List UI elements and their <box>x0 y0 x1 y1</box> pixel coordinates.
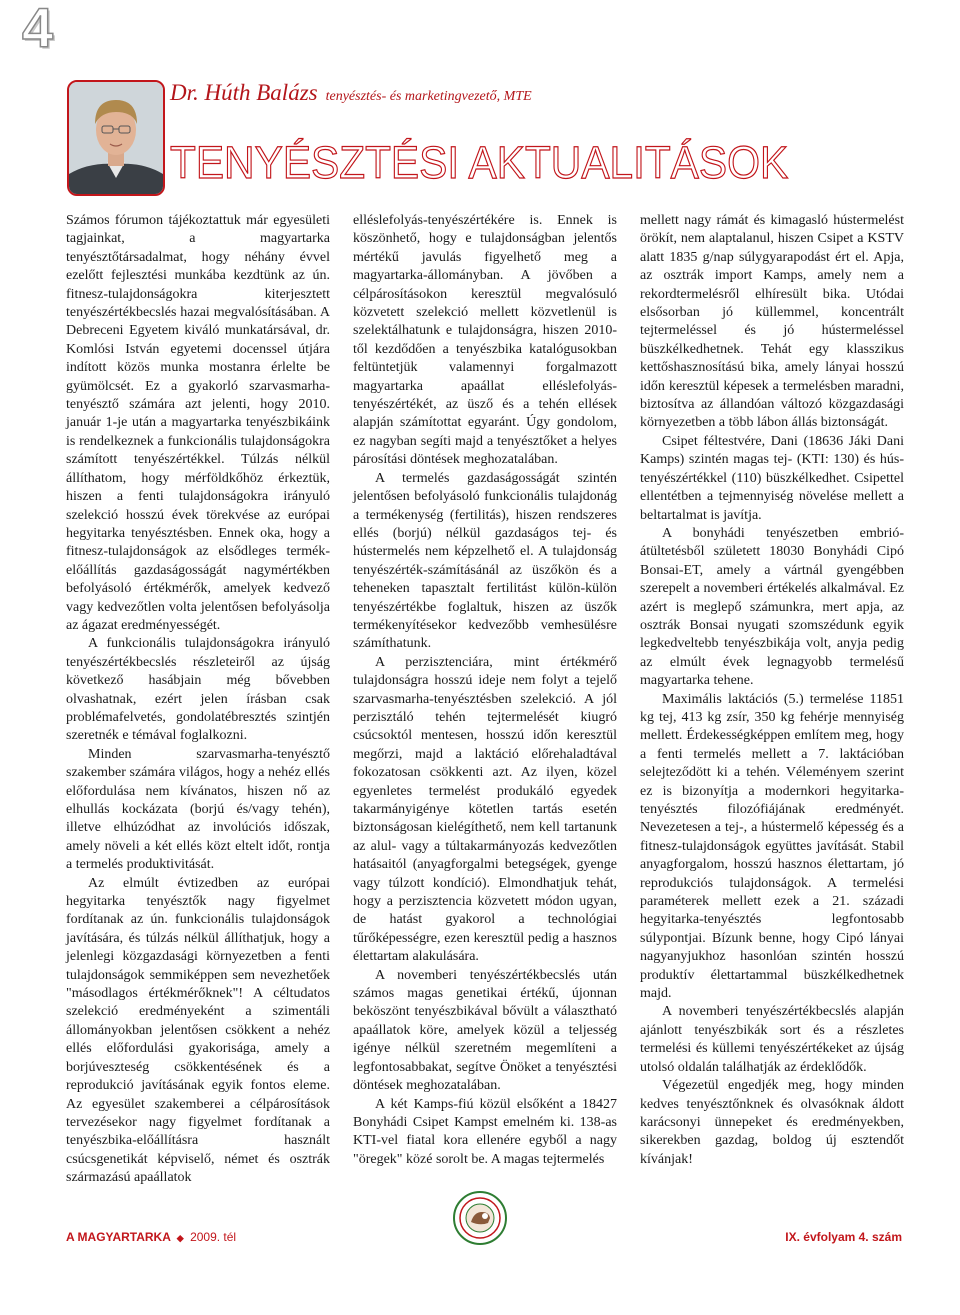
paragraph: Maximális laktációs (5.) termelése 11851 kg tej, 413 kg zsír, 350 kg fehérje mennyiség mellett. Érdekességképpen említem meg, hogy a fenti termelés mellett a 7. laktációban selejteződött ki a tehén. Véleményem szerint ez is bizonyítja a modernkori hegyitarka-tenyésztés filozófiájának eredményét. Nevezetesen a tej-, a hústermelő képesség és a fitnesz-tulajdonságok együttes javítását. Stabil anyagforgalom, hosszú hasznos élettartam, jó reprodukciós tulajdonságok. A termelési paraméterek mellett ezek a 21. századi hegyitarka-tenyésztés legfontosabb súlypontjai. Bízunk benne, hogy Cipó lányai nagyanyjukhoz hasonlóan szintén hosszú produktív élettartammal büszkélkedhetnek majd. <box>640 691 904 1002</box>
author-name: Dr. Húth Balázs <box>170 80 318 105</box>
issue-volume: IX. évfolyam 4. szám <box>785 1230 902 1244</box>
author-line <box>170 80 532 106</box>
footer-left <box>66 1230 236 1244</box>
paragraph: A novemberi tenyészértékbecslés után számos magas genetikai értékű, újonnan beköszönt tenyészbikával bővült a választható apaállatok köre, amelyek közül a teljesség igénye nélkül szeretném megemlíteni a legfontosabbakat, segítve Önöket a tenyésztési döntések meghozatalában. <box>353 967 617 1094</box>
magazine-name: A MAGYARTARKA <box>66 1230 171 1244</box>
paragraph: Számos fórumon tájékoztattuk már egyesületi tagjainkat, a magyartarka tenyésztőtársadalmat, hogy néhány évvel ezelőtt fejlesztési munkába kezdtünk az ún. fitnesz-tulajdonságokra kiterjesztett tenyészértékbecslés hazai megvalósításában. A Debreceni Egyetem kiváló munkatársával, dr. Komlósi István egyetemi docenssel útjára indított közös munka mostanra érlelte be gyümölcsét. Ez a gyakorló szarvasmarha-tenyésztő számára azt jelenti, hogy 2010. január 1-je után a magyartarka tenyészbikáink is rendelkeznek a funkcionális tulajdonságokra számított tenyészértékkel. Túlzás nélkül állíthatom, hogy mérföldkőhöz érkeztük, hiszen a fenti tulajdonságokra irányuló szelekció hosszú évek törekvése az európai hegyitarka tenyésztésben. Ennek oka, hogy a fitnesz-tulajdonságok az elsődleges termék-előállítás gazdaságosságát nagymértékben befolyásoló értékmérők, amelyek kedvező vagy kedvezőtlen volta jelentősen befolyásolja az ágazat eredményességét. <box>66 213 330 633</box>
paragraph: A novemberi tenyészértékbecslés alapján ajánlott tenyészbikák sort és a részletes termelési és küllemi tenyészértékeket az újság utolsó oldalán találhatják az érdeklődők. <box>640 1004 904 1075</box>
paragraph: A termelés gazdaságosságát szintén jelentősen befolyásoló funkcionális tulajdonág a termékenység (fertilitás), hiszen rendszeres ellés (borjú) nélkül gazdaságos tej- és hústermelés nem képzelhető el. A tulajdonság tenyészérték-számításánál az üszőkön és a teheneken tapasztalt fertilitást külön-külön tenyészértékbe foglaltuk, hiszen az üszők termékenyítésekor kedvezőbb vemhesülésre számíthatunk. <box>353 470 617 652</box>
column-3 <box>640 212 904 1167</box>
paragraph: elléslefolyás-tenyészértékére is. Ennek is köszönhető, hogy e tulajdonságban jelentős mértékű javulás figyelhető meg a magyartarka-állományban. A jövőben a célpárosításokon keresztül megvalósuló közvetett szelekció mellett közvetlenül is szelektálhatunk e tulajdonságra, hiszen 2010-től kezdődően a tenyészbika katalógusokban feltüntetjük valamennyi forgalmazott magyartarka apaállat elléslefolyás-tenyészértékét, az üsző és a tehén ellések alapján számítottat egyaránt. Úgy gondolom, ez nagyban segíti majd a tenyésztőket a helyes párosítási döntések meghozatalában. <box>353 213 617 468</box>
paragraph: A két Kamps-fiú közül elsőként a 18427 Bonyhádi Csipet Kampst emelném ki. 138-as KTI-vel fiatal kora ellenére egyből a nagy "öregek" közé sorolt be. A magas tejtermelés <box>353 1096 617 1167</box>
author-role: tenyésztés- és marketingvezető, MTE <box>325 89 532 104</box>
paragraph: Az elmúlt évtizedben az európai hegyitarka tenyésztők nagy figyelmet fordítanak az ún. funkcionális tulajdonságok javítására, és túlzás nélkül állíthatjuk, hogy a jelenlegi közgazdasági környezetben a fenti tulajdonságok semmiképpen sem nevezhetőek "másodlagos értékmérőknek"! A céltudatos szelekció eredményeként a szimentáli állományokban jelentősen csökkent a nehéz ellés előfordulási gyakorisága, amely a borjúveszteség csökkentésének és a reprodukció javításának egyik fontos eleme. Az egyesület szakemberei a célpárosítások tervezésekor nagy figyelmet fordítanak a tenyészbika-előállításra használt csúcsgenetikát képviselő, német és osztrák származású apaállatok <box>66 875 330 1186</box>
diamond-icon: ◆ <box>176 1233 184 1243</box>
paragraph: mellett nagy rámát és kimagasló hústermelést örökít, nem alaptalanul, hiszen Csipet a KSTV alatt 1835 g/nap súlygyarapodást ért el. Apja, az osztrák import Kamps, amely nem a rekordtermelésről elhíresült bika. Utódai elsősorban jó küllemmel, koncentrált tejtermeléssel és jó hústermeléssel büszkélkedhetnek. Tehát egy klasszikus kettőshasznosítású bika, amely lányai hosszú időn keresztül képesek a termelésben maradni, biztosítva az állandóan változó közgazdasági környezetben a több lábon állás biztonságát. <box>640 213 904 431</box>
paragraph: Minden szarvasmarha-tenyésztő szakember számára világos, hogy a nehéz ellés előfordulása nem kívánatos, hiszen nő az elhullás kockázata (borjú és/vagy tehén), illetve elhúzódhat az involúciós időszak, amely növeli a két ellés közt eltelt időt, rontja a termelés produktivitását. <box>66 746 330 873</box>
paragraph: Végezetül engedjék meg, hogy minden kedves tenyésztőnknek és olvasóknak áldott karácsonyi ünnepeket és eredményekben, sikerekben gazdag, boldog új esztendőt kívánjak! <box>640 1078 904 1167</box>
article-body <box>66 212 904 1186</box>
paragraph: A funkcionális tulajdonságokra irányuló tenyészértékbecslés részleteiről az újság következő hasábjain még bővebben olvashatnak, ezért jelen írásban csak problémafelvetés, gondolatébresztés szintjén szeretnék e témával foglalkozni. <box>66 636 330 744</box>
paragraph: A perzisztenciára, mint értékmérő tulajdonságra hosszú ideje nem folyt a tejelő szarvasmarha-tenyésztésben szelekció. A jól perzisztáló tehén tejtermelését kiugró csúcsoktól mentesen, hosszú időn keresztül megőrzi, majd a laktáció előrehaladtával fokozatosan csökkenti azt. Az ilyen, közel egyenletes termelést produkáló egyedek takarmányigénye kötetlen tartás esetén biztonságosan kielégíthető, nem kell tartanunk az alul- vagy a túltakarmányozás kedvezőtlen hatásaitól (anyagforgalmi betegségek, gyenge vagy túlzott kondíció). Elmondhatjuk tehát, hogy a perzisztencia közvetett módon ugyan, de hatást gyakorol a technológiai tűrőképességre, ezen keresztül pedig a hasznos élettartam alakulására. <box>353 654 617 965</box>
paragraph: Csipet féltestvére, Dani (18636 Jáki Dani Kamps) szintén magas tej- (KTI: 130) és hús-tenyészértékkel (110) büszkélkedhet. Csipettel ellentétben a tejmennyiség növelése mellett a beltartalmat is javítja. <box>640 433 904 523</box>
column-1 <box>66 212 330 1186</box>
author-photo <box>67 80 165 196</box>
issue-season: 2009. tél <box>190 1230 237 1244</box>
paragraph: A bonyhádi tenyészetben embrió-átültetésből született 18030 Bonyhádi Cipó Bonsai-ET, amely a vártnál gyengébben szerepelt a novemberi értékelés alkalmával. Ez azért is meglepő számunkra, mert apja, az osztrák Bonsai nyugati szomszédunk egyik legkedveltebb tenyészbikája volt, anyja pedig az elmúlt évek legnagyobb termelésű magyartarka tehene. <box>640 525 904 689</box>
page-number: 4 <box>22 0 54 59</box>
association-seal-icon <box>452 1190 508 1246</box>
article-headline: TENYÉSZTÉSI AKTUALITÁSOK <box>170 137 789 188</box>
column-2 <box>353 212 617 1167</box>
